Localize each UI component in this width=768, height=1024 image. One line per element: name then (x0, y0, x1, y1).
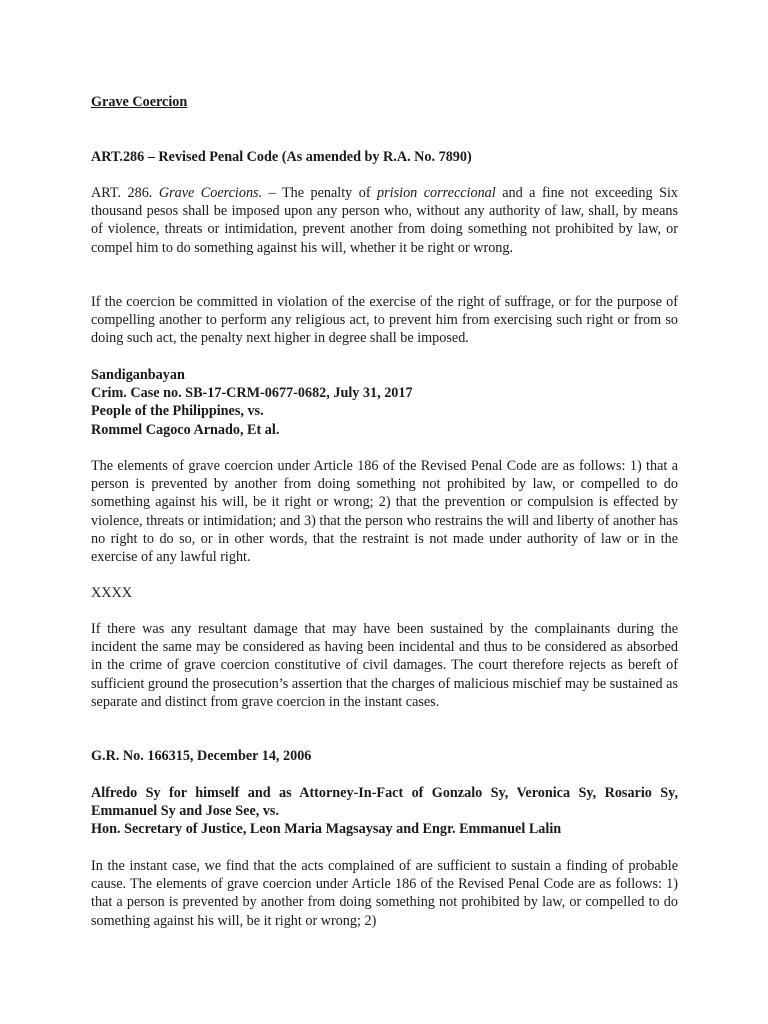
case1-citation (91, 366, 678, 439)
penalty-term: prision correccional (377, 185, 496, 201)
case1-number: Crim. Case no. SB-17-CRM-0677-0682, July 31, 2017 (91, 385, 413, 402)
article-text-b: and a fine not exceeding Six thousand pesos shall be imposed upon any person who, without any authority of law, shall, by means of violence, threats or intimidation, prevent another from doing something not prohibited by law, or compel him to do something against his will, whether it be right or wrong. (91, 185, 679, 256)
case1-damage-paragraph: If there was any resultant damage that may have been sustained by the complainants during the incident the same may be considered as having been incidental and thus to be considered as absorbed in the crime of grave coercion constitutive of civil damages. The court therefore rejects as bereft of sufficient ground the prosecution’s assertion that the charges of malicious mischief may be sustained as separate and distinct from grave coercion in the instant cases. (91, 621, 678, 710)
article-paragraph (91, 184, 678, 257)
case1-party1: People of the Philippines, vs. (91, 403, 264, 420)
document-title: Grave Coercion (91, 94, 188, 110)
suffrage-paragraph: If the coercion be committed in violation of the exercise of the right of suffrage, or for the purpose of compelling another to perform any religious act, to prevent him from exercising such right or from so doing such act, the penalty next higher in degree shall be imposed. (91, 294, 678, 347)
case1-court: Sandiganbayan (91, 367, 185, 383)
case2-party1: Alfredo Sy for himself and as Attorney-In-Fact of Gonzalo Sy, Veronica Sy, Rosario Sy, Emmanuel Sy and Jose See, vs. (91, 785, 678, 820)
article-lead: ART. 286. (91, 185, 153, 201)
case1-separator: XXXX (91, 585, 132, 601)
article-text-a: – The penalty of (262, 185, 378, 201)
case2-instant-paragraph: In the instant case, we find that the acts complained of are sufficient to sustain a finding of probable cause. The elements of grave coercion under Article 186 of the Revised Penal Code are as follows: 1) that a person is prevented by another from doing something not prohibited by law, or compelled to do something against his will, be it right or wrong; 2) (91, 858, 678, 929)
case2-party2: Hon. Secretary of Justice, Leon Maria Magsaysay and Engr. Emmanuel Lalin (91, 821, 562, 838)
case2-citation (91, 784, 678, 839)
article-name: Grave Coercions. (158, 185, 263, 201)
case1-elements-paragraph: The elements of grave coercion under Article 186 of the Revised Penal Code are as follows: 1) that a person is prevented by another from doing something not prohibited by law, or compelled to do something against his will, be it right or wrong; 2) that the prevention or compulsion is effected by violence, threats or intimidation; and 3) that the person who restrains the will and liberty of another has no right to do so, or in other words, that the restraint is not made under authority of law or in the exercise of any lawful right. (91, 458, 678, 566)
article-heading: ART.286 – Revised Penal Code (As amended by R.A. No. 7890) (91, 149, 472, 165)
case1-party2: Rommel Cagoco Arnado, Et al. (91, 421, 280, 438)
case2-gr-number: G.R. No. 166315, December 14, 2006 (91, 748, 312, 764)
